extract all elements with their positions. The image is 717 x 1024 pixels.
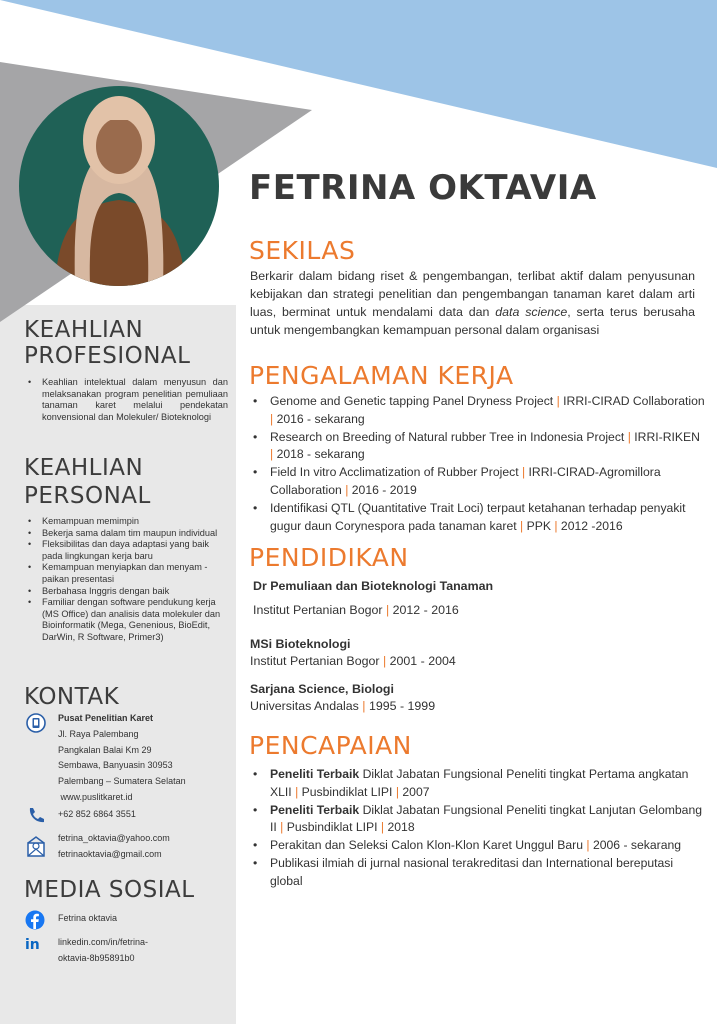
- facebook-link[interactable]: Fetrina oktavia: [58, 913, 118, 923]
- education-period: 1995 - 1999: [368, 699, 436, 713]
- experience-period: 2016 - sekarang: [276, 411, 365, 426]
- achievement-item: • Peneliti Terbaik Diklat Jabatan Fungsional Peneliti tingkat Pertama angkatan XLII | Pusbindiklat LIPI | 2007: [250, 766, 705, 802]
- summary-title: SEKILAS: [249, 236, 356, 265]
- experience-period: 2012 -2016: [560, 518, 623, 533]
- contact-emails: [58, 831, 170, 863]
- summary-text: [250, 267, 695, 339]
- achievement-year: 2018: [387, 820, 415, 835]
- achievement-org: Pusbindiklat LIPI: [301, 784, 393, 799]
- education-degree: Sarjana Science, Biologi: [250, 682, 394, 696]
- experience-list: [250, 393, 705, 535]
- social-title: MEDIA SOSIAL: [24, 877, 195, 903]
- experience-period: 2018 - sekarang: [276, 447, 365, 462]
- address-line: Jl. Raya Palembang: [58, 728, 139, 739]
- education-school-row: Institut Pertanian Bogor | 2012 - 2016: [253, 603, 459, 617]
- achievement-year: 2007: [402, 784, 430, 799]
- email-icon: [26, 836, 46, 858]
- education-school: Institut Pertanian Bogor: [250, 654, 380, 668]
- summary-text-a: Berkarir dalam bidang riset & pengembangan, terlibat aktif dalam penyusunan kebijakan dan strategi penelitian dan pengembangan tanaman karet dalam arti luas, berminat untuk mendalami data dan: [250, 269, 695, 319]
- experience-role: Field In vitro Acclimatization of Rubber Project: [270, 465, 519, 480]
- contact-phone[interactable]: +62 852 6864 3551: [58, 809, 136, 819]
- education-school: Institut Pertanian Bogor: [253, 603, 383, 617]
- experience-org: PPK: [526, 518, 551, 533]
- achievement-text: Publikasi ilmiah di jurnal nasional terakreditasi dan International bereputasi global: [270, 855, 674, 888]
- experience-role: Identifikasi QTL (Quantitative Trait Loci) terpaut ketahanan terhadap penyakit gugur daun Corynespora pada tanaman karet: [270, 500, 686, 533]
- address-line: Palembang – Sumatera Selatan: [58, 776, 186, 787]
- skills-professional-title-2: PROFESIONAL: [24, 343, 191, 369]
- person-name: FETRINA OKTAVIA: [249, 168, 597, 208]
- linkedin-link[interactable]: [58, 935, 148, 967]
- summary-text-em: data science: [495, 305, 568, 319]
- linkedin-line: oktavia-8b95891b0: [58, 952, 135, 963]
- summary-text-b: , serta terus berusaha untuk mengembangkan kemampuan personal dalam organisasi: [250, 305, 695, 337]
- skills-professional-title-1: KEAHLIAN: [24, 317, 144, 343]
- list-item: • Bekerja sama dalam tim maupun individual: [28, 528, 228, 540]
- phone-icon: [26, 805, 46, 825]
- linkedin-line: linkedin.com/in/fetrina-: [58, 937, 149, 947]
- experience-role: Research on Breeding of Natural rubber Tree in Indonesia Project: [270, 429, 625, 444]
- contact-address: [58, 711, 186, 806]
- education-degree: Dr Pemuliaan dan Bioteknologi Tanaman: [253, 579, 494, 593]
- building-icon: [26, 713, 46, 733]
- achievement-award: Peneliti Terbaik: [270, 767, 360, 781]
- list-item: • Keahlian intelektual dalam menyusun dan melaksanakan program penelitian pemuliaan tanaman karet melalui pendekatan konvensional dan Molekuler/ Bioteknologi: [28, 377, 228, 423]
- experience-item: • Identifikasi QTL (Quantitative Trait Loci) terpaut ketahanan terhadap penyakit gugur daun Corynespora pada tanaman karet | PPK | 2012 -2016: [250, 500, 705, 536]
- education-school-row: Universitas Andalas | 1995 - 1999: [250, 699, 436, 713]
- achievements-title: PENCAPAIAN: [249, 731, 412, 760]
- achievement-item: [250, 855, 705, 891]
- profile-photo: [19, 86, 219, 286]
- experience-title: PENGALAMAN KERJA: [249, 361, 514, 390]
- skills-personal-title-1: KEAHLIAN: [24, 455, 144, 481]
- contact-org: Pusat Penelitian Karet: [58, 713, 154, 723]
- education-school-row: Institut Pertanian Bogor | 2001 - 2004: [250, 654, 456, 668]
- education-school: Universitas Andalas: [250, 699, 359, 713]
- list-item: • Kemampuan menyiapkan dan menyam - paikan presentasi: [28, 562, 228, 585]
- contact-title: KONTAK: [24, 684, 120, 710]
- achievements-list: [250, 766, 705, 891]
- experience-org: IRRI-CIRAD-Agromillora Collaboration: [270, 465, 661, 497]
- achievement-text: Perakitan dan Seleksi Calon Klon-Klon Karet Unggul Baru: [270, 838, 587, 853]
- experience-period: 2016 - 2019: [351, 482, 417, 497]
- address-line: Sembawa, Banyuasin 30953: [58, 760, 173, 771]
- experience-org: IRRI-CIRAD Collaboration: [563, 394, 705, 408]
- skills-personal-list: [28, 516, 228, 644]
- education-period: 2001 - 2004: [389, 654, 456, 668]
- website-link[interactable]: www.puslitkaret.id: [58, 791, 133, 802]
- list-item: • Familiar dengan software pendukung kerja (MS Office) dan analisis data molekuler dan Bioinformatik (Mega, Genenious, BioEdit, DarWin, R Software, Primer3): [28, 597, 228, 643]
- skills-professional-list: [28, 377, 228, 423]
- experience-org: IRRI-RIKEN: [634, 429, 700, 444]
- achievement-item: • Peneliti Terbaik Diklat Jabatan Fungsional Peneliti tingkat Lanjutan Gelombang II | Pusbindiklat LIPI | 2018: [250, 802, 705, 838]
- achievement-text: Diklat Jabatan Fungsional Peneliti tingkat Pertama angkatan XLII: [270, 767, 689, 799]
- linkedin-icon: in: [25, 937, 40, 953]
- achievement-item: • Perakitan dan Seleksi Calon Klon-Klon Karet Unggul Baru | 2006 - sekarang: [250, 837, 705, 855]
- address-line: Pangkalan Balai Km 29: [58, 744, 152, 755]
- education-title: PENDIDIKAN: [249, 543, 409, 572]
- achievement-org: Pusbindiklat LIPI: [286, 820, 378, 835]
- email-link[interactable]: fetrinaoktavia@gmail.com: [58, 848, 162, 859]
- education-period: 2012 - 2016: [392, 603, 459, 617]
- experience-item: • Research on Breeding of Natural rubber Tree in Indonesia Project | IRRI-RIKEN | 2018 - sekarang: [250, 429, 705, 465]
- skills-personal-title-2: PERSONAL: [24, 483, 151, 509]
- email-link[interactable]: fetrina_oktavia@yahoo.com: [58, 833, 170, 843]
- achievement-year: 2006 - sekarang: [592, 838, 682, 853]
- facebook-icon: [25, 910, 45, 930]
- list-item: • Fleksibilitas dan daya adaptasi yang baik pada lingkungan kerja baru: [28, 539, 228, 562]
- achievement-award: Peneliti Terbaik: [270, 802, 360, 817]
- experience-role: Genome and Genetic tapping Panel Dryness Project: [270, 394, 554, 408]
- list-item: • Kemampuan memimpin: [28, 516, 228, 528]
- list-item: • Berbahasa Inggris dengan baik: [28, 586, 228, 598]
- experience-item: • Field In vitro Acclimatization of Rubber Project | IRRI-CIRAD-Agromillora Collaboration | 2016 - 2019: [250, 464, 705, 500]
- education-degree: MSi Bioteknologi: [250, 637, 351, 651]
- achievement-text: Diklat Jabatan Fungsional Peneliti tingkat Lanjutan Gelombang II: [270, 802, 703, 835]
- experience-item: • Genome and Genetic tapping Panel Dryness Project | IRRI-CIRAD Collaboration | 2016 - sekarang: [250, 393, 705, 429]
